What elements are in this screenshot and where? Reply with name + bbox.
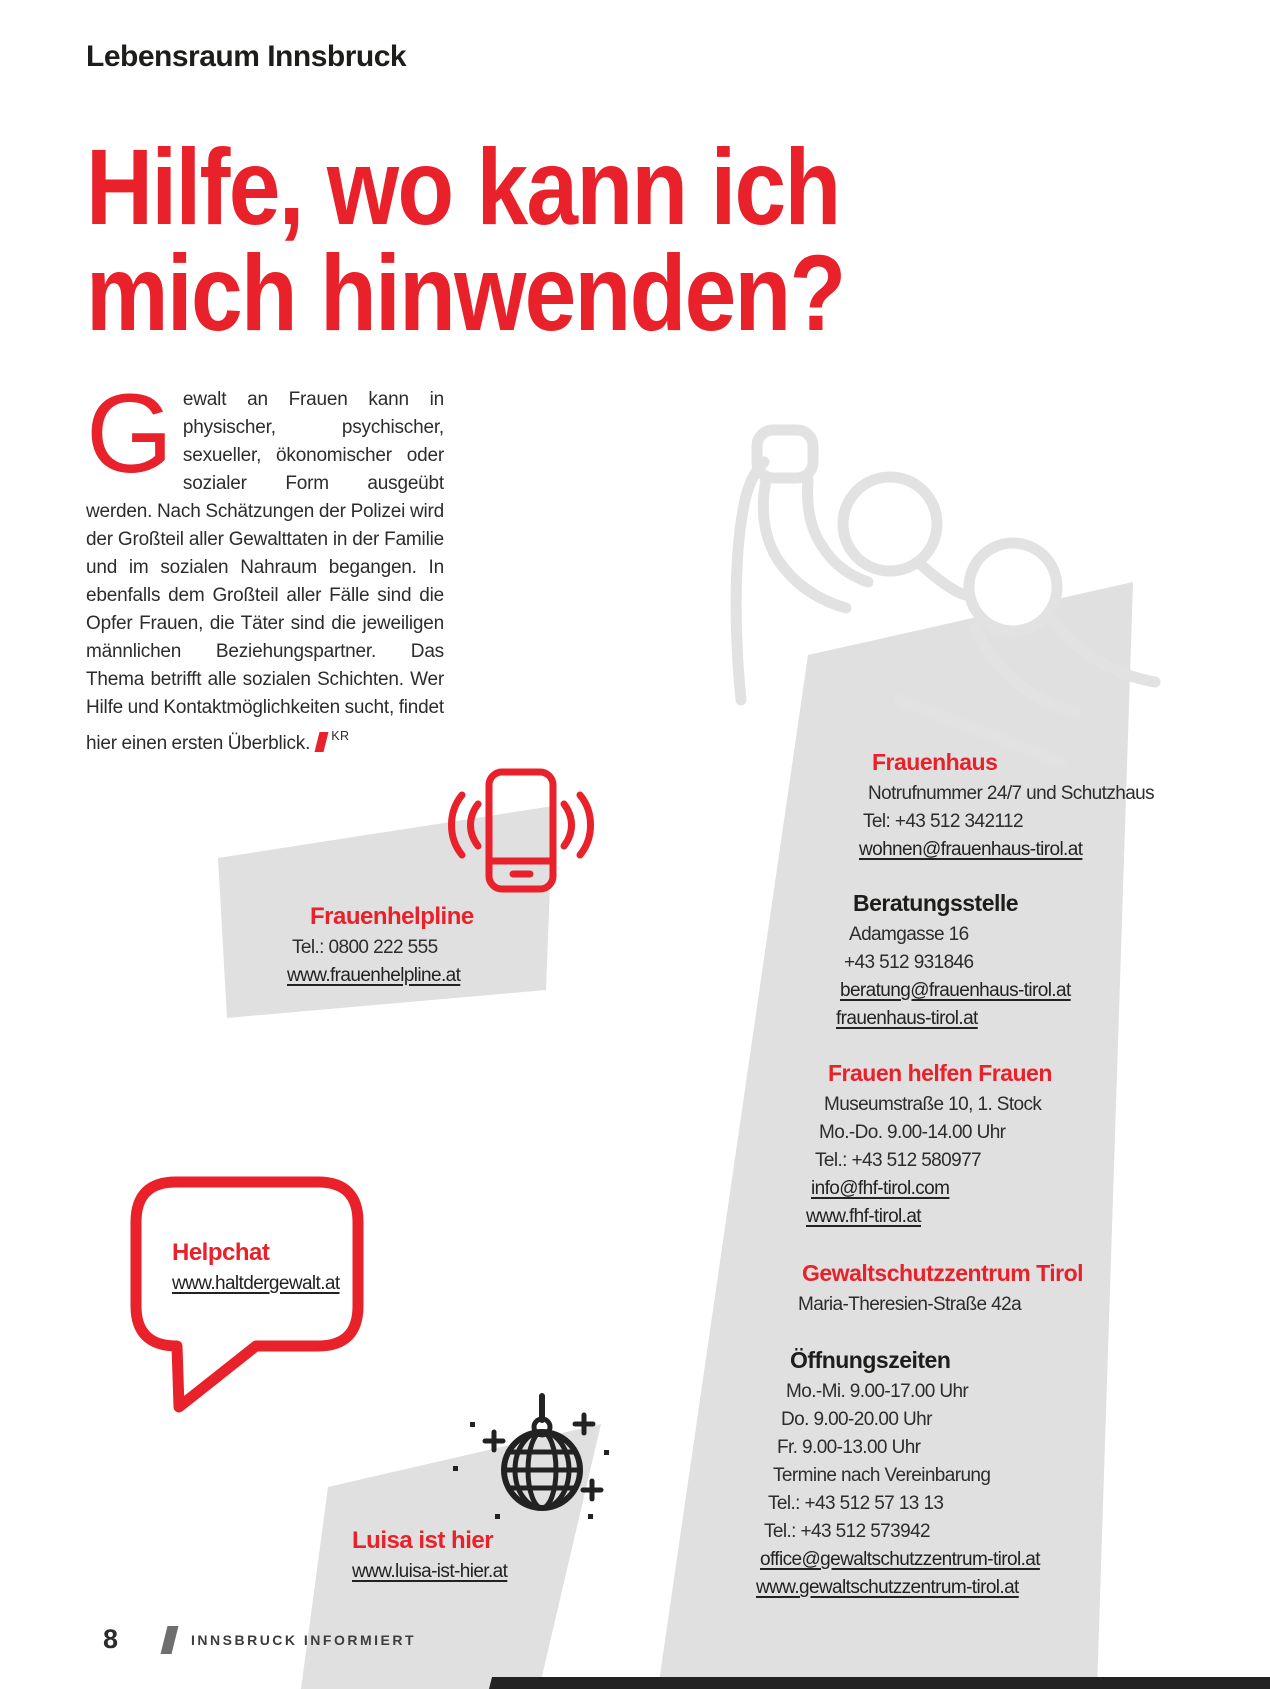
website-link[interactable]: frauenhaus-tirol.at: [836, 1008, 978, 1029]
author-slash-mark: [315, 732, 329, 752]
website-link[interactable]: www.fhf-tirol.at: [806, 1206, 921, 1227]
website-link[interactable]: www.frauenhelpline.at: [287, 965, 461, 986]
contact-line: Mo.-Do. 9.00-14.00 Uhr: [819, 1122, 1006, 1143]
email-link[interactable]: office@gewaltschutzzentrum-tirol.at: [760, 1549, 1040, 1570]
opening-hours-line: Do. 9.00-20.00 Uhr: [781, 1409, 932, 1430]
section-title: Frauenhaus: [872, 749, 998, 775]
page-footer: [103, 1624, 416, 1655]
section-frauenhaus: [859, 748, 1155, 864]
bottom-edge-bar: [489, 1677, 1270, 1689]
figure-arm-line: [808, 480, 822, 546]
contact-line: Notrufnummer 24/7 und Schutzhaus: [868, 783, 1155, 804]
drop-cap: G: [86, 371, 173, 496]
page-number: 8: [103, 1624, 119, 1654]
section-frauen-helfen-frauen: [806, 1059, 1052, 1231]
figure-head-1: [843, 477, 937, 571]
section-helpchat: [172, 1238, 340, 1298]
email-link[interactable]: wohnen@frauenhaus-tirol.at: [859, 839, 1083, 860]
contact-phone: Tel: +43 512 342112: [863, 811, 1023, 832]
opening-hours-line: Fr. 9.00-13.00 Uhr: [777, 1437, 921, 1458]
contact-line: Museumstraße 10, 1. Stock: [824, 1094, 1042, 1115]
page-title: [86, 126, 845, 353]
section-title: Luisa ist hier: [352, 1527, 494, 1554]
page-title-line2: mich hinwenden?: [86, 232, 845, 353]
page-title-line1: Hilfe, wo kann ich: [86, 126, 840, 247]
website-link[interactable]: www.gewaltschutzzentrum-tirol.at: [756, 1577, 1019, 1598]
footer-slash-mark: [161, 1626, 179, 1654]
intro-paragraph: [86, 371, 444, 758]
opening-hours-line: Termine nach Vereinbarung: [773, 1465, 991, 1486]
section-beratungsstelle: [836, 889, 1071, 1033]
section-gewaltschutzzentrum: [798, 1259, 1084, 1319]
section-title: Beratungsstelle: [853, 890, 1019, 916]
figure-fist: [757, 430, 813, 478]
section-luisa: [352, 1526, 507, 1586]
website-link[interactable]: www.luisa-ist-hier.at: [352, 1561, 508, 1582]
magazine-name: INNSBRUCK INFORMIERT: [191, 1631, 417, 1648]
section-title: Frauen helfen Frauen: [828, 1060, 1052, 1086]
contact-line: Maria-Theresien-Straße 42a: [798, 1294, 1022, 1315]
email-link[interactable]: info@fhf-tirol.com: [811, 1178, 950, 1199]
section-oeffnungszeiten: [756, 1346, 1040, 1602]
figure-arm-line: [763, 480, 778, 560]
email-link[interactable]: beratung@frauenhaus-tirol.at: [840, 980, 1071, 1001]
intro-text: ewalt an Frauen kann in physischer, psychischer, sexueller, ökonomischer oder sozialer Form ausgeübt werden. Nach Schätzungen der Polizei wird der Großteil aller Gewalttaten in der Familie und im sozialen Nahraum begangen. In ebenfalls dem Großteil aller Fälle sind die Opfer Frauen, die Täter sind die jeweiligen männlichen Beziehungspartner. Das Thema betrifft alle sozialen Schichten. Wer Hilfe und Kontaktmöglichkeiten sucht, findet hier einen ersten Überblick.: [86, 389, 444, 754]
section-title: Frauenhelpline: [310, 903, 474, 930]
contact-phone: Tel.: 0800 222 555: [292, 937, 438, 958]
author-initials: KR: [331, 729, 350, 743]
website-link[interactable]: www.haltdergewalt.at: [172, 1273, 340, 1294]
figure-arm-line: [918, 562, 965, 595]
sound-wave-icon: [564, 804, 572, 846]
contact-phone: Tel.: +43 512 580977: [815, 1150, 982, 1171]
section-title: Öffnungszeiten: [790, 1347, 951, 1373]
contact-phone: +43 512 931846: [844, 952, 974, 973]
contact-line: Adamgasse 16: [849, 924, 969, 945]
section-frauenhelpline: [287, 902, 474, 990]
contact-phone: Tel.: +43 512 57 13 13: [768, 1493, 944, 1514]
section-kicker: Lebensraum Innsbruck: [86, 40, 407, 73]
contact-phone: Tel.: +43 512 573942: [764, 1521, 931, 1542]
opening-hours-line: Mo.-Mi. 9.00-17.00 Uhr: [786, 1381, 969, 1402]
sound-wave-icon: [580, 795, 591, 855]
section-title: Helpchat: [172, 1239, 270, 1266]
figure-head-2: [969, 543, 1057, 631]
section-title: Gewaltschutzzentrum Tirol: [802, 1260, 1084, 1286]
